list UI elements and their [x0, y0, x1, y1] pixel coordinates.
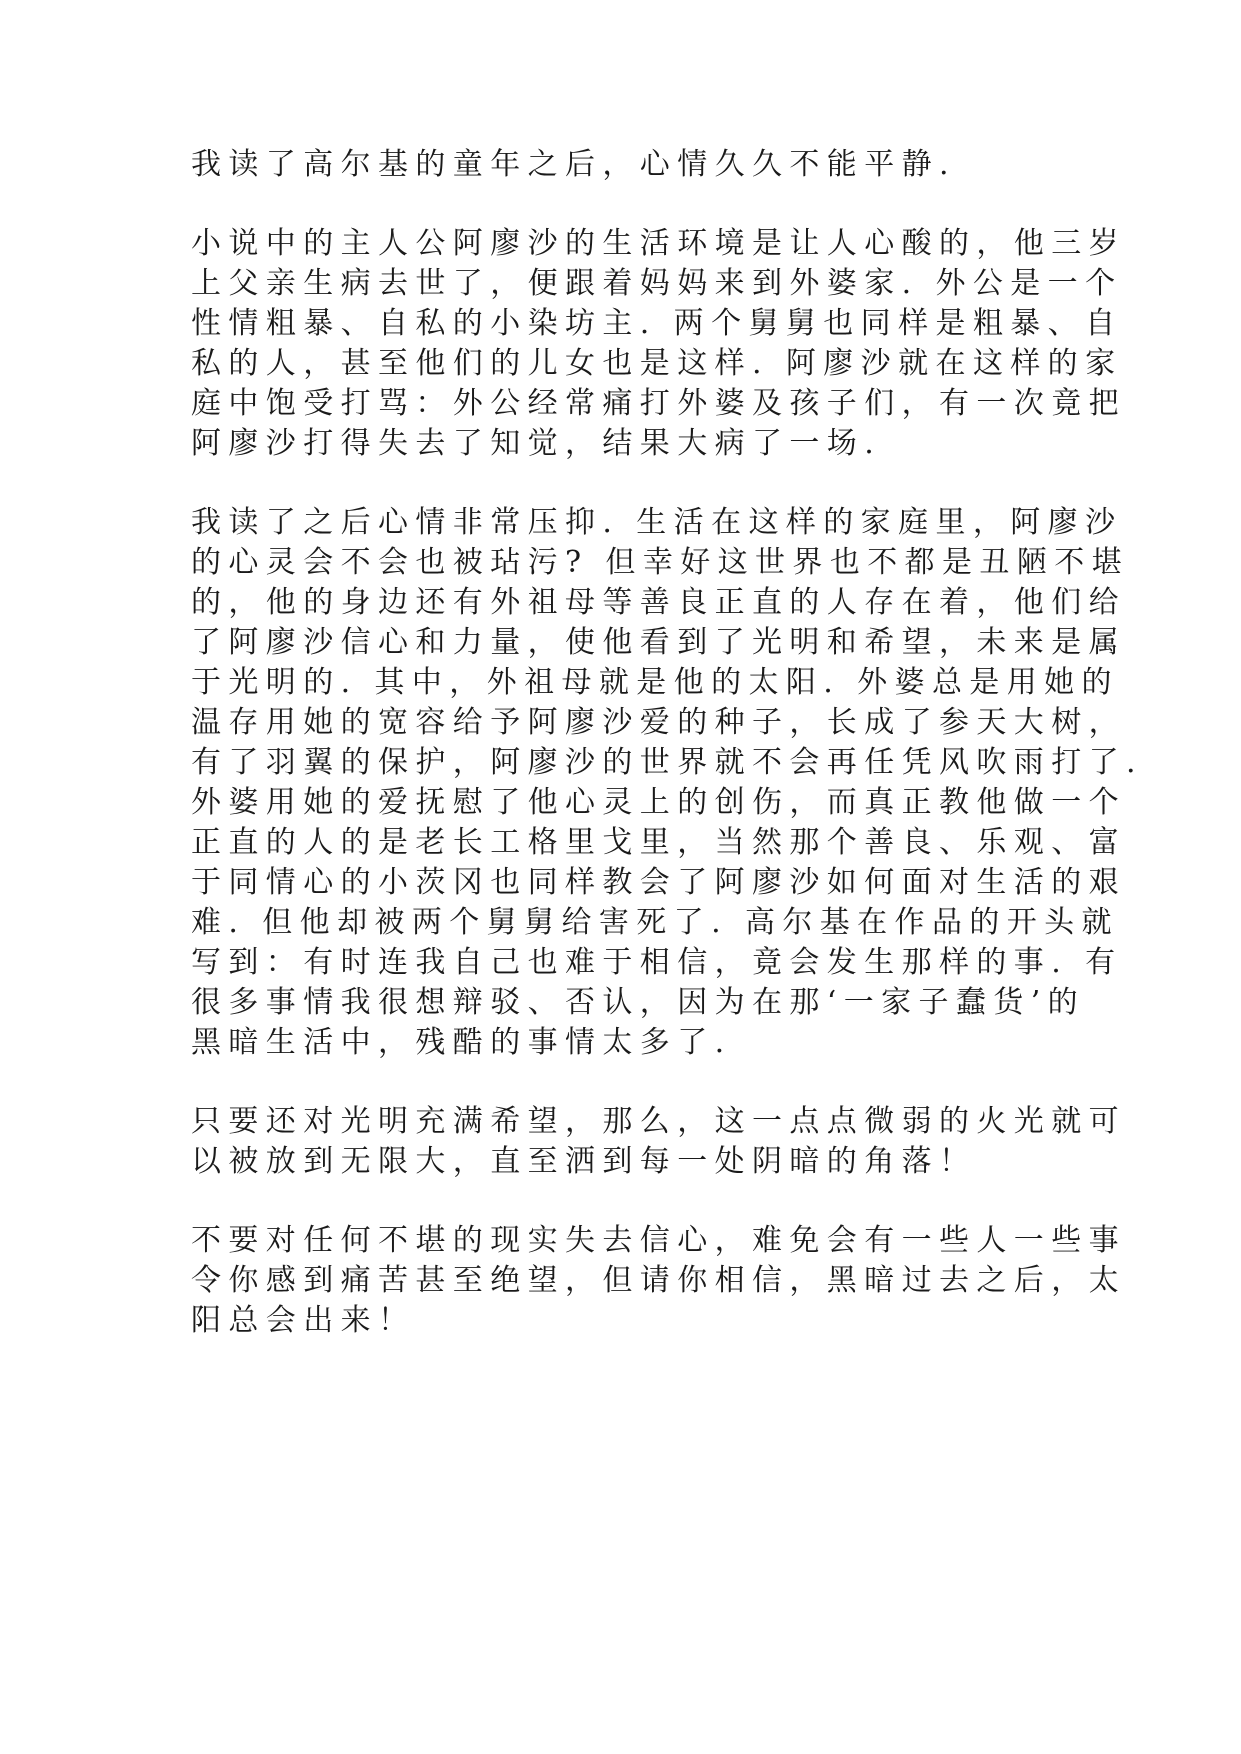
text-line: 有了羽翼的保护，阿廖沙的世界就不会再任凭风吹雨打了.	[191, 745, 1143, 780]
text-line: 黑暗生活中，残酷的事情太多了.	[191, 1025, 732, 1060]
text-line: 温存用她的宽容给予阿廖沙爱的种子，长成了参天大树，	[191, 705, 1126, 740]
text-line: 的心灵会不会也被玷污? 但幸好这世界也不都是丑陋不堪	[191, 545, 1130, 580]
text-line: 我读了之后心情非常压抑. 生活在这样的家庭里，阿廖沙	[191, 505, 1123, 540]
text-line: 庭中饱受打骂：外公经常痛打外婆及孩子们，有一次竟把	[191, 386, 1126, 421]
text-line: 上父亲生病去世了，便跟着妈妈来到外婆家. 外公是一个	[191, 266, 1123, 301]
paragraph-4	[191, 1102, 1126, 1182]
text-line: 写到：有时连我自己也难于相信，竟会发生那样的事. 有	[191, 945, 1123, 980]
paragraph-5	[191, 1221, 1126, 1341]
text-line: 了阿廖沙信心和力量，使他看到了光明和希望，未来是属	[191, 625, 1126, 660]
paragraph-1	[191, 145, 1051, 185]
text-line: 难. 但他却被两个舅舅给害死了. 高尔基在作品的开头就	[191, 905, 1119, 940]
text-line: 于光明的. 其中，外祖母就是他的太阳. 外婆总是用她的	[191, 665, 1119, 700]
text-line: 我读了高尔基的童年之后，心情久久不能平静.	[191, 147, 956, 182]
text-line: 阿廖沙打得失去了知觉，结果大病了一场.	[191, 426, 882, 461]
paragraph-3	[191, 503, 1143, 1063]
text-line: 私的人，甚至他们的儿女也是这样. 阿廖沙就在这样的家	[191, 346, 1123, 381]
text-line: 以被放到无限大，直至洒到每一处阴暗的角落！	[191, 1144, 977, 1179]
text-line: 正直的人的是老长工格里戈里，当然那个善良、乐观、富	[191, 825, 1126, 860]
text-line: 很多事情我很想辩驳、否认，因为在那‘一家子蠢货’的	[191, 985, 1086, 1020]
text-line: 只要还对光明充满希望，那么，这一点点微弱的火光就可	[191, 1104, 1126, 1139]
text-line: 性情粗暴、自私的小染坊主. 两个舅舅也同样是粗暴、自	[191, 306, 1123, 341]
text-line: 令你感到痛苦甚至绝望，但请你相信，黑暗过去之后，太	[191, 1263, 1126, 1298]
text-line: 外婆用她的爱抚慰了他心灵上的创伤，而真正教他做一个	[191, 785, 1126, 820]
paragraph-2	[191, 224, 1126, 464]
text-line: 小说中的主人公阿廖沙的生活环境是让人心酸的，他三岁	[191, 226, 1126, 261]
text-line: 阳总会出来！	[191, 1303, 416, 1338]
text-line: 于同情心的小茨冈也同样教会了阿廖沙如何面对生活的艰	[191, 865, 1126, 900]
text-line: 不要对任何不堪的现实失去信心，难免会有一些人一些事	[191, 1223, 1126, 1258]
text-line: 的，他的身边还有外祖母等善良正直的人存在着，他们给	[191, 585, 1126, 620]
document-body	[191, 145, 1143, 1380]
